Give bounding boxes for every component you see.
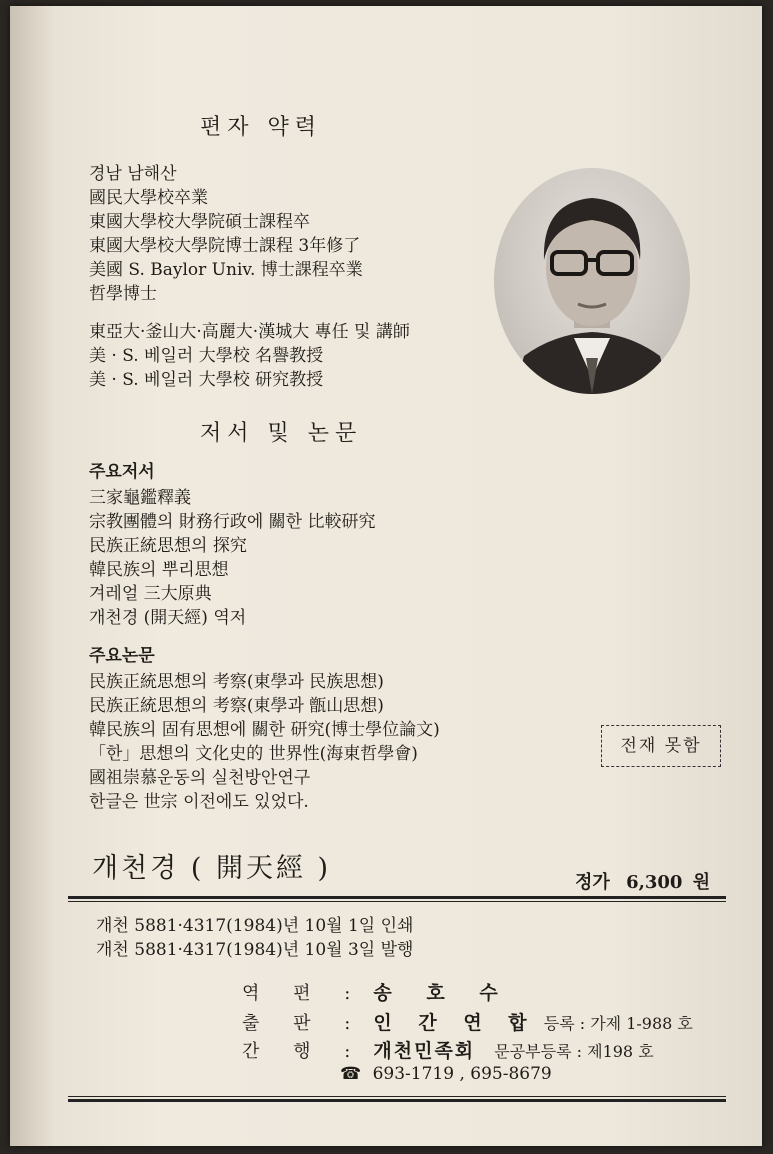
divider xyxy=(68,1096,726,1097)
issuer-registration: 문공부등록 : 제198 호 xyxy=(494,1042,654,1061)
bio-line: 哲學博士 xyxy=(89,284,157,304)
printing-dates xyxy=(96,914,413,962)
editor-row xyxy=(242,978,512,1005)
issuer-name: 개천민족회 xyxy=(373,1040,476,1062)
paper-item: 한글은 世宗 이전에도 있었다. xyxy=(89,792,309,812)
print-date: 개천 5881·4317(1984)년 10월 1일 인쇄 xyxy=(96,916,414,936)
divider xyxy=(68,901,726,902)
book-item: 三家龜鑑釋義 xyxy=(89,488,191,508)
issuer-label: 간 행 : xyxy=(242,1041,365,1062)
bio-line: 東國大學校大學院碩士課程卒 xyxy=(89,212,310,232)
works-heading: 저서 및 논문 xyxy=(200,421,363,446)
price-label: 정가 xyxy=(575,872,610,893)
bio-line: 東亞大·釜山大·高麗大·漢城大 專任 및 講師 xyxy=(89,322,410,342)
bio-line: 美國 S. Baylor Univ. 博士課程卒業 xyxy=(89,260,363,280)
paper-item: 民族正統思想의 考察(東學과 民族思想) xyxy=(89,672,384,692)
bio-line: 美 · S. 베일러 大學校 研究教授 xyxy=(89,370,324,390)
publish-date: 개천 5881·4317(1984)년 10월 3일 발행 xyxy=(96,940,414,960)
bio-line: 美 · S. 베일러 大學校 名譽教授 xyxy=(89,346,324,366)
paper-item: 「한」思想의 文化史的 世界性(海東哲學會) xyxy=(89,744,418,764)
paper-item: 民族正統思想의 考察(東學과 甑山思想) xyxy=(89,696,384,716)
author-portrait xyxy=(494,168,690,394)
bio-line: 경남 남해산 xyxy=(89,164,177,184)
book-item: 宗教團體의 財務行政에 關한 比較研究 xyxy=(89,512,376,532)
phone-numbers: 693-1719 , 695-8679 xyxy=(372,1064,552,1084)
paper-item: 韓民族의 固有思想에 關한 研究(博士學位論文) xyxy=(89,720,440,740)
publisher-label: 출 판 : xyxy=(242,1013,365,1034)
book-item: 韓民族의 뿌리思想 xyxy=(89,560,229,580)
price xyxy=(575,868,710,894)
bio-list-b xyxy=(89,320,410,392)
divider xyxy=(68,1099,726,1102)
telephone-icon: ☎ xyxy=(340,1064,362,1084)
price-unit: 원 xyxy=(692,872,711,893)
publisher-registration: 등록 : 가제 1-988 호 xyxy=(543,1014,693,1033)
book-item: 겨레얼 三大原典 xyxy=(89,584,212,604)
author-portrait-drawing xyxy=(494,168,690,394)
editor-label: 역 편 : xyxy=(242,983,365,1004)
publisher-row xyxy=(242,1008,693,1035)
book-title: 개천경 ( 開天經 ) xyxy=(92,853,332,884)
papers-subheading: 주요논문 xyxy=(89,646,155,666)
papers-list xyxy=(89,670,440,814)
books-list xyxy=(89,486,375,630)
phone-row xyxy=(340,1064,552,1084)
bio-list-a xyxy=(89,162,363,306)
book-item: 개천경 (開天經) 역저 xyxy=(89,608,247,628)
bio-line: 國民大學校卒業 xyxy=(89,188,208,208)
paper-item: 國祖崇慕운동의 실천방안연구 xyxy=(89,768,311,788)
publisher-name: 인 간 연 합 xyxy=(373,1012,537,1034)
issuer-row xyxy=(242,1036,654,1063)
no-reprint-stamp: 전재 못함 xyxy=(601,725,721,767)
bio-heading: 편자 약력 xyxy=(200,115,323,140)
divider xyxy=(68,896,726,899)
editor-name: 송 호 수 xyxy=(373,982,512,1004)
bio-line: 東國大學校大學院博士課程 3年修了 xyxy=(89,236,361,256)
price-amount: 6,300 xyxy=(626,872,683,893)
book-item: 民族正統思想의 探究 xyxy=(89,536,247,556)
books-subheading: 주요저서 xyxy=(89,462,155,482)
book-colophon-page xyxy=(10,6,762,1146)
